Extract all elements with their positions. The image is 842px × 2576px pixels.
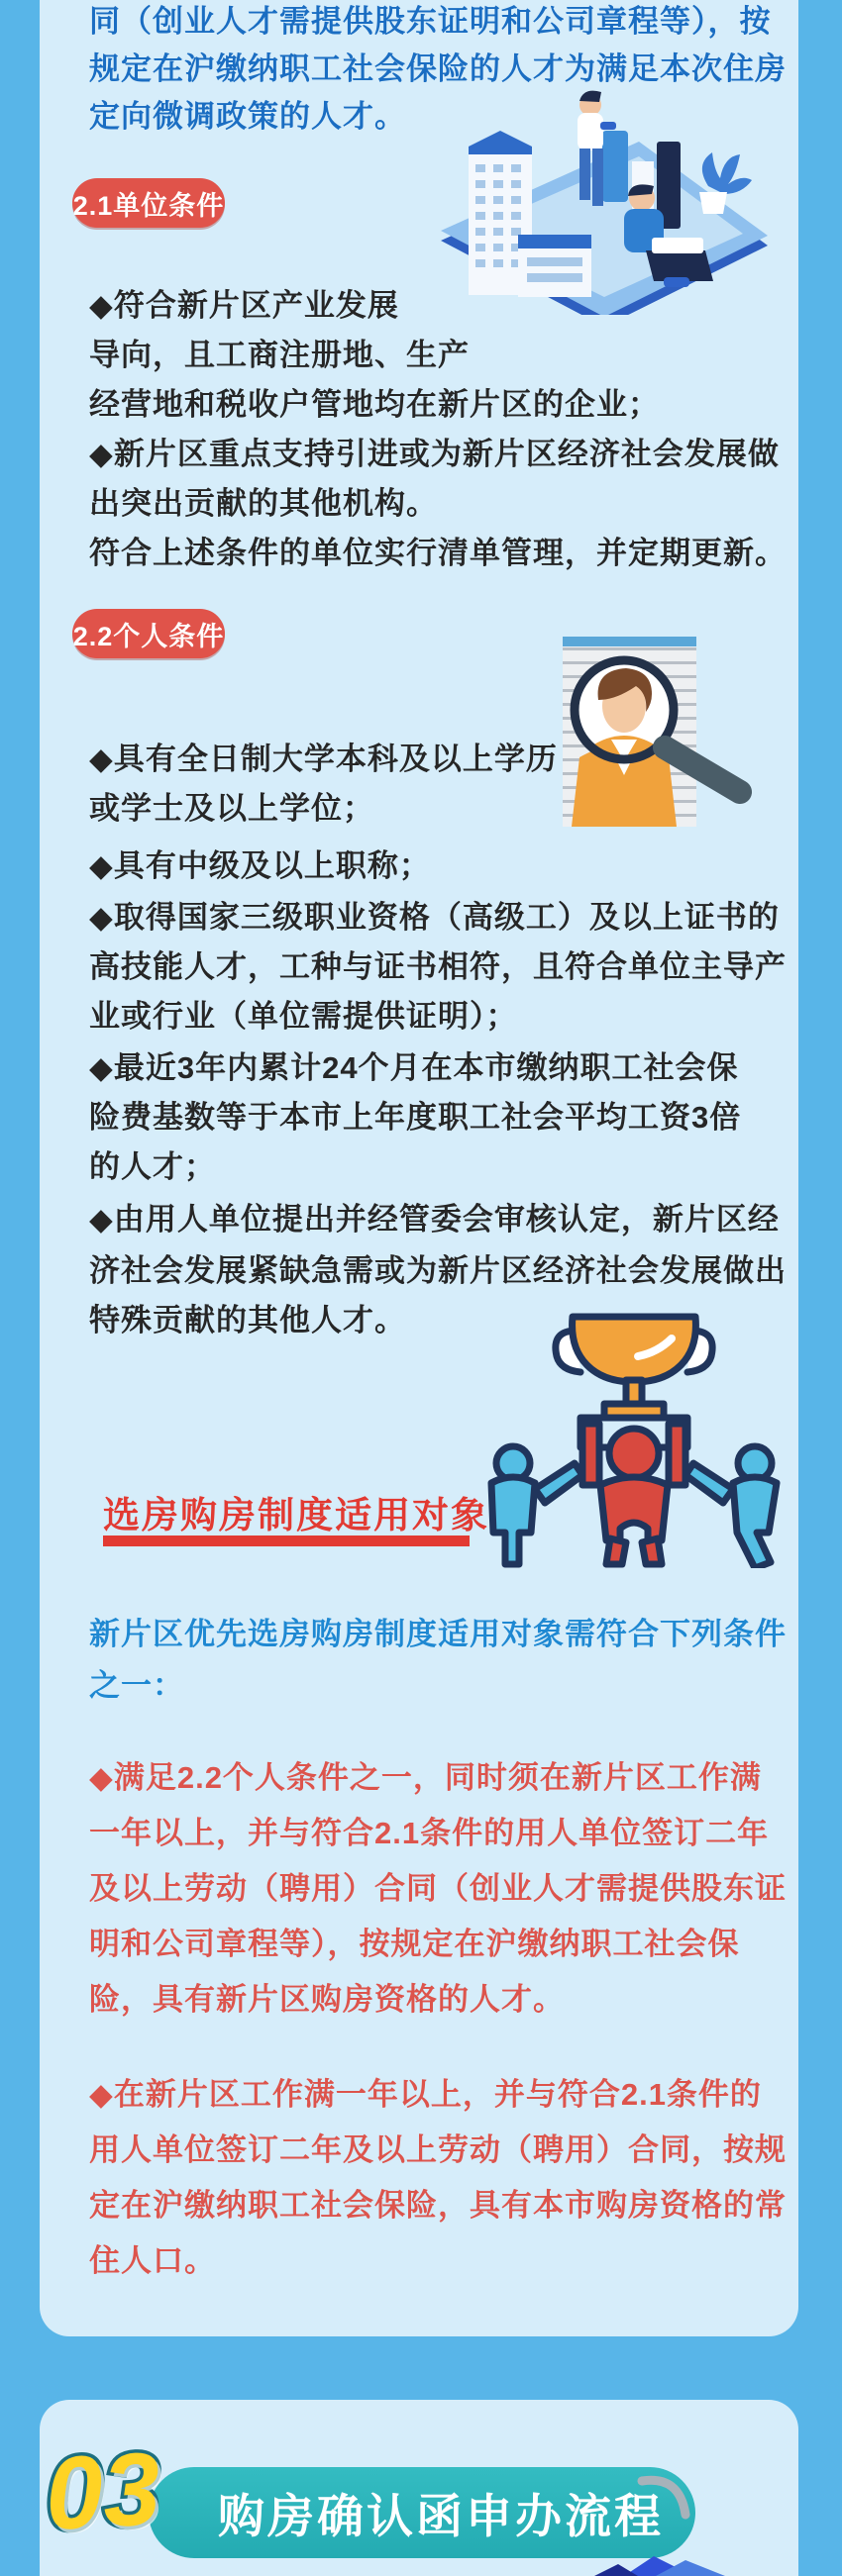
- eligibility-item2-line: 用人单位签订二年及以上劳动（聘用）合同，按规: [89, 2132, 787, 2167]
- section3-banner: [149, 2467, 695, 2558]
- eligibility-item2-line: ◆在新片区工作满一年以上，并与符合2.1条件的: [89, 2077, 762, 2112]
- unit-condition-line: 经营地和税收户管地均在新片区的企业；: [89, 387, 660, 422]
- eligibility-intro-line: 新片区优先选房购房制度适用对象需符合下列条件: [89, 1617, 787, 1651]
- small-building-icon: [518, 242, 591, 297]
- unit-condition-line: 导向，且工商注册地、生产: [89, 338, 470, 372]
- section3-title: 购房确认函申办流程: [218, 2489, 664, 2542]
- cityscape-illustration: [416, 48, 798, 315]
- intro-line: 定向微调政策的人才。: [89, 99, 406, 134]
- eligibility-intro-line: 之一：: [89, 1668, 184, 1703]
- person-condition-line: 济社会发展紧缺急需或为新片区经济社会发展做出: [89, 1253, 787, 1288]
- person-condition-line: 或学士及以上学位；: [89, 791, 374, 826]
- eligibility-item1-line: 险，具有新片区购房资格的人才。: [89, 1982, 565, 2017]
- eligibility-item1-line: 及以上劳动（聘用）合同（创业人才需提供股东证: [89, 1871, 787, 1906]
- unit-condition-line: 出突出贡献的其他机构。: [89, 486, 438, 521]
- blue-person-icon: [491, 1446, 582, 1564]
- trophy-icon: [573, 1317, 696, 1382]
- resume-magnifier-illustration: [550, 629, 783, 832]
- person-condition-line: 高技能人才，工种与证书相符，且符合单位主导产: [89, 949, 787, 984]
- unit-condition-line: ◆符合新片区产业发展: [89, 288, 399, 323]
- eligibility-item2-line: 住人口。: [89, 2243, 216, 2278]
- unit-condition-line: ◆新片区重点支持引进或为新片区经济社会发展做: [89, 437, 780, 471]
- next-illustration-fragment: [594, 2554, 733, 2576]
- eligibility-item1-line: 明和公司章程等），按规定在沪缴纳职工社会保: [89, 1927, 740, 1961]
- red-person-icon: [582, 1424, 685, 1564]
- person-condition-line: ◆由用人单位提出并经管委会审核认定，新片区经: [89, 1202, 780, 1237]
- resume-header-bar: [563, 637, 696, 646]
- person-condition-line: ◆具有全日制大学本科及以上学历: [89, 742, 558, 776]
- eligibility-item1-line: 一年以上，并与符合2.1条件的用人单位签订二年: [89, 1816, 770, 1850]
- swoosh-icon: [634, 2471, 693, 2521]
- person-condition-line: 业或行业（单位需提供证明）；: [89, 999, 518, 1034]
- person-condition-line: ◆最近3年内累计24个月在本市缴纳职工社会保: [89, 1050, 739, 1085]
- section3-number: 03: [43, 2431, 163, 2552]
- eligibility-item1-line: ◆满足2.2个人条件之一，同时须在新片区工作满: [89, 1760, 762, 1795]
- blue-person-icon: [685, 1446, 777, 1568]
- trophy-team-illustration: [466, 1305, 802, 1568]
- building-roof: [469, 131, 532, 158]
- plant-icon: [699, 152, 752, 214]
- intro-line: 规定在沪缴纳职工社会保险的人才为满足本次住房: [89, 51, 787, 86]
- intro-line: 同（创业人才需提供股东证明和公司章程等），按: [89, 4, 772, 39]
- heading-underline: [103, 1536, 470, 1546]
- chart-bar-icon: [602, 131, 628, 202]
- person-condition-line: 险费基数等于本市上年度职工社会平均工资3倍: [89, 1100, 742, 1135]
- person-condition-line: ◆具有中级及以上职称；: [89, 848, 431, 883]
- person-condition-line: 的人才；: [89, 1149, 216, 1184]
- eligibility-heading: 选房购房制度适用对象: [103, 1495, 489, 1536]
- section-badge-unit: 2.1单位条件: [72, 178, 225, 228]
- unit-condition-line: 符合上述条件的单位实行清单管理，并定期更新。: [89, 536, 787, 570]
- eligibility-item2-line: 定在沪缴纳职工社会保险，具有本市购房资格的常: [89, 2188, 787, 2223]
- person-condition-line: 特殊贡献的其他人才。: [89, 1303, 406, 1338]
- person-condition-line: ◆取得国家三级职业资格（高级工）及以上证书的: [89, 900, 780, 935]
- section-badge-person: 2.2个人条件: [72, 609, 225, 658]
